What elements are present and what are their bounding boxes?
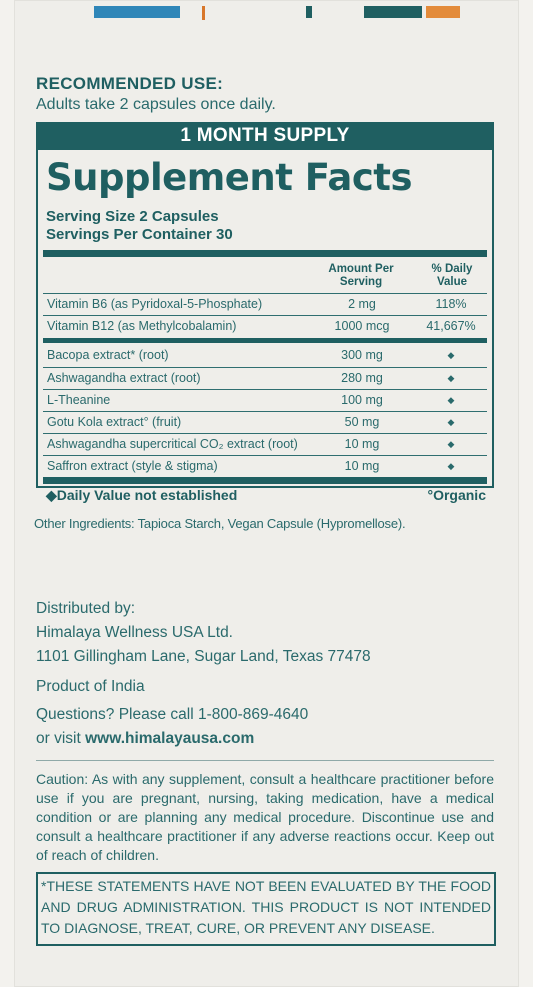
ingredient-amount: 1000 mcg <box>334 319 390 333</box>
ingredient-daily-value: ◆ <box>447 373 455 383</box>
ingredient-daily-value: ◆ <box>447 395 455 405</box>
distributor-company: Himalaya Wellness USA Ltd. <box>36 624 233 641</box>
section-divider <box>36 760 494 761</box>
ingredient-amount: 10 mg <box>344 459 380 473</box>
daily-value-footnote: ◆Daily Value not established <box>46 487 238 503</box>
table-row-l-theanine <box>43 389 487 411</box>
distributed-by-label: Distributed by: <box>36 600 136 617</box>
ingredient-daily-value: ◆ <box>447 439 455 449</box>
table-row-gotu-kola <box>43 411 487 433</box>
ingredient-daily-value: ◆ <box>447 417 455 427</box>
ingredient-amount: 280 mg <box>341 371 383 385</box>
ingredient-amount: 10 mg <box>344 437 380 451</box>
organic-footnote: °Organic <box>427 487 486 503</box>
ingredient-amount: 2 mg <box>348 297 376 311</box>
ingredient-amount: 300 mg <box>341 348 383 362</box>
servings-per-container: Servings Per Container 30 <box>46 226 233 243</box>
ingredient-daily-value: 118% <box>435 297 467 311</box>
contact-website-line <box>36 730 254 748</box>
table-row-vitamin-b6 <box>43 293 487 315</box>
ingredient-name: Ashwagandha supercritical CO₂ extract (root) <box>47 437 298 451</box>
other-ingredients: Other Ingredients: Tapioca Starch, Vegan Capsule (Hypromellose). <box>34 516 406 531</box>
facts-divider-middle <box>43 338 487 343</box>
top-graphic-teal-a <box>306 6 312 18</box>
table-row-vitamin-b12 <box>43 315 487 337</box>
fda-statement-box: *THESE STATEMENTS HAVE NOT BEEN EVALUATED BY THE FOOD AND DRUG ADMINISTRATION. THIS PRODUCT IS NOT INTENDED TO DIAGNOSE, TREAT, CURE, OR PREVENT ANY DISEASE. <box>36 872 496 946</box>
ingredient-name: Bacopa extract* (root) <box>47 348 169 362</box>
table-row-ashwagandha-co2 <box>43 433 487 455</box>
ingredient-daily-value: 41,667% <box>426 319 476 333</box>
table-row-bacopa <box>43 345 487 366</box>
country-of-origin: Product of India <box>36 678 145 695</box>
package-top-strip <box>14 0 519 30</box>
facts-divider-bottom <box>43 477 487 484</box>
recommended-use-heading: RECOMMENDED USE: <box>36 74 224 93</box>
supplement-facts-panel <box>36 150 494 503</box>
ingredient-name: Gotu Kola extract° (fruit) <box>47 415 182 429</box>
column-daily-value: % Daily Value <box>431 263 473 288</box>
table-row-ashwagandha <box>43 367 487 389</box>
supplement-facts-title: Supplement Facts <box>46 156 413 199</box>
ingredient-amount: 100 mg <box>341 393 383 407</box>
recommended-use-text: Adults take 2 capsules once daily. <box>36 96 276 113</box>
ingredient-name: Vitamin B12 (as Methylcobalamin) <box>47 319 237 333</box>
ingredient-amount: 50 mg <box>344 415 380 429</box>
top-graphic-orange <box>202 6 205 20</box>
ingredient-name: Vitamin B6 (as Pyridoxal-5-Phosphate) <box>47 297 263 311</box>
ingredient-name: L-Theanine <box>47 393 111 407</box>
contact-phone: Questions? Please call 1-800-869-4640 <box>36 706 309 723</box>
caution-text: Caution: As with any supplement, consult a healthcare practitioner before use if you are pregnant, nursing, taking medication, have a medical condition or are planning any medical procedure. Discontinue use and consult a healthcare practitioner if any adverse reactions occur. Keep out of reach of children. <box>36 771 494 863</box>
ingredient-name: Saffron extract (style & stigma) <box>47 459 218 473</box>
top-graphic-orange-b <box>426 6 460 18</box>
website-link: www.himalayausa.com <box>85 730 255 747</box>
facts-divider-top <box>43 250 487 257</box>
table-row-saffron <box>43 455 487 477</box>
ingredient-name: Ashwagandha extract (root) <box>47 371 201 385</box>
serving-size: Serving Size 2 Capsules <box>46 208 219 225</box>
top-graphic-teal-b <box>364 6 422 18</box>
top-graphic-blue <box>94 6 180 18</box>
visit-prefix: or visit <box>36 730 86 747</box>
distributor-address: 1101 Gillingham Lane, Sugar Land, Texas 77478 <box>36 648 371 665</box>
supply-banner: 1 MONTH SUPPLY <box>36 122 494 150</box>
column-amount-per-serving: Amount Per Serving <box>328 263 394 288</box>
ingredient-daily-value: ◆ <box>447 461 455 471</box>
ingredient-daily-value: ◆ <box>447 350 455 360</box>
